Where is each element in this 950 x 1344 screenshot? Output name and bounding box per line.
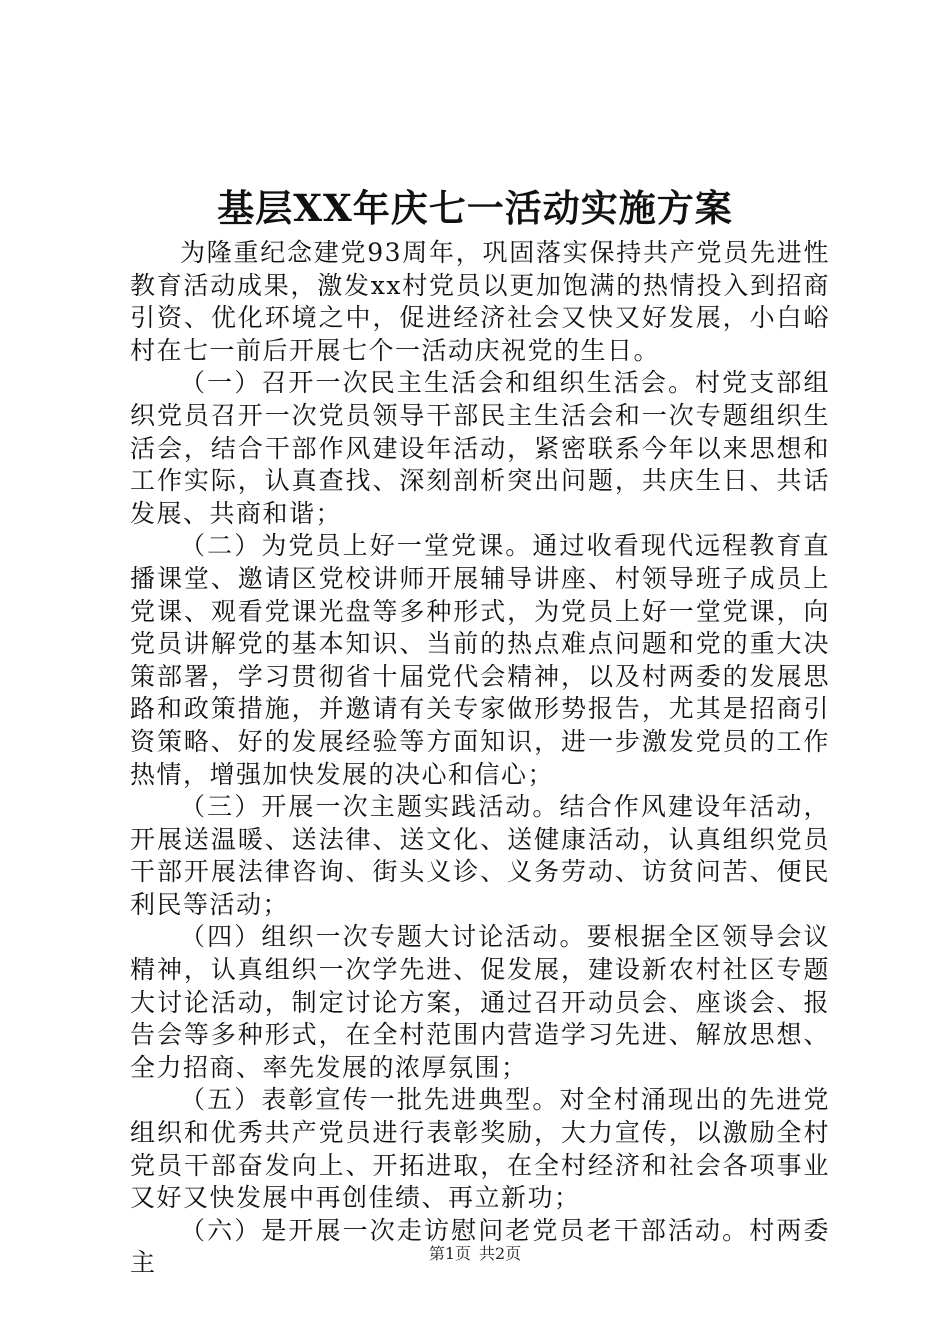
document-body bbox=[130, 237, 830, 1280]
page-number: 第1页 bbox=[428, 1244, 471, 1263]
paragraph-intro: 为隆重纪念建党93周年，巩固落实保持共产党员先进性教育活动成果，激发xx村党员以更加饱满的热情投入到招商引资、优化环境之中，促进经济社会又快又好发展，小白峪村在七一前后开展七个一活动庆祝党的生日。 bbox=[130, 238, 830, 365]
paragraph-item-3: （三）开展一次主题实践活动。结合作风建设年活动，开展送温暖、送法律、送文化、送健康活动，认真组织党员干部开展法律咨询、街头义诊、义务劳动、访贫问苦、便民利民等活动； bbox=[130, 792, 830, 919]
paragraph-item-4: （四）组织一次专题大讨论活动。要根据全区领导会议精神，认真组织一次学先进、促发展，建设新农村社区专题大讨论活动，制定讨论方案，通过召开动员会、座谈会、报告会等多种形式，在全村范围内营造学习先进、解放思想、全力招商、率先发展的浓厚氛围； bbox=[130, 922, 830, 1082]
document-title: 基层XX年庆七一活动实施方案 bbox=[217, 186, 733, 230]
page-total: 共2页 bbox=[479, 1244, 522, 1263]
page-footer bbox=[0, 1243, 950, 1265]
paragraph-item-5: （五）表彰宣传一批先进典型。对全村涌现出的先进党组织和优秀共产党员进行表彰奖励，大力宣传，以激励全村党员干部奋发向上、开拓进取，在全村经济和社会各项事业又好又快发展中再创佳绩、再立新功； bbox=[130, 1085, 830, 1213]
paragraph-item-1: （一）召开一次民主生活会和组织生活会。村党支部组织党员召开一次党员领导干部民主生活会和一次专题组织生活会，结合干部作风建设年活动，紧密联系今年以来思想和工作实际，认真查找、深刻剖析突出问题，共庆生日、共话发展、共商和谐； bbox=[130, 368, 830, 528]
paragraph-item-2: （二）为党员上好一堂党课。通过收看现代远程教育直播课堂、邀请区党校讲师开展辅导讲座、村领导班子成员上党课、观看党课光盘等多种形式，为党员上好一堂党课，向党员讲解党的基本知识、当前的热点难点问题和党的重大决策部署，学习贯彻省十届党代会精神，以及村两委的发展思路和政策措施，并邀请有关专家做形势报告，尤其是招商引资策略、好的发展经验等方面知识，进一步激发党员的工作热情，增强加快发展的决心和信心； bbox=[130, 531, 830, 789]
paragraph-item-6: （六）是开展一次走访慰问老党员老干部活动。村两委主 bbox=[130, 1215, 830, 1278]
